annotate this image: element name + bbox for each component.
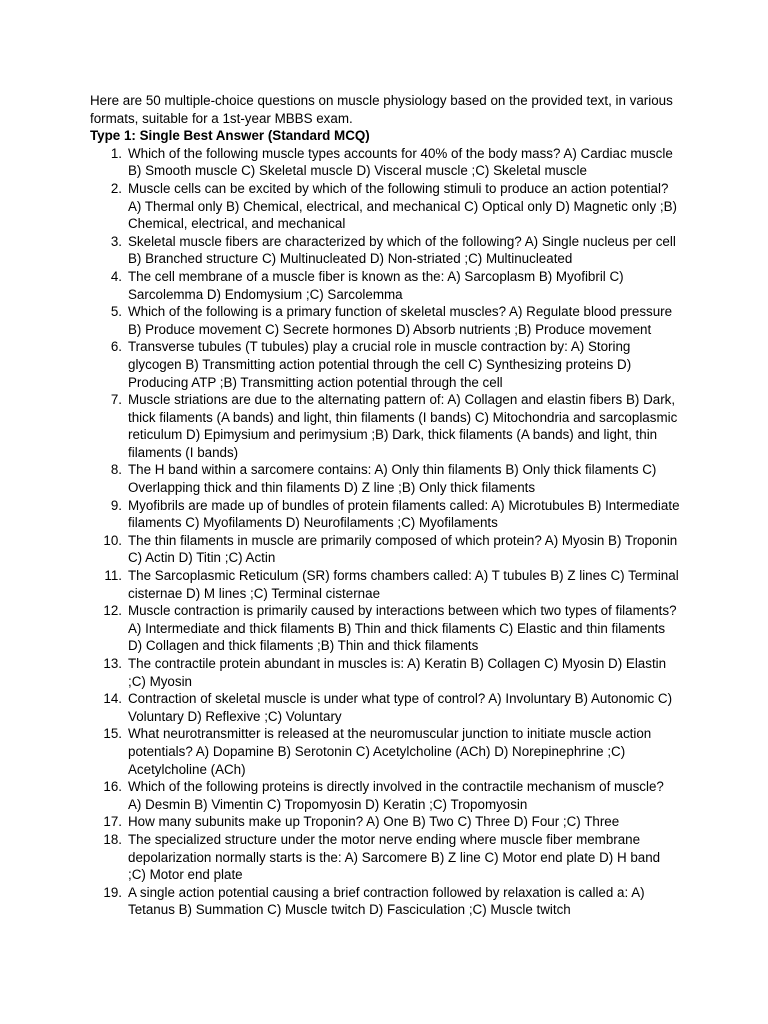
intro-paragraph: Here are 50 multiple-choice questions on muscle physiology based on the provided text, in various formats, suitable for a 1st-year MBBS exam. xyxy=(90,93,673,126)
question-item xyxy=(90,497,680,532)
question-text: The H band within a sarcomere contains: A) Only thin filaments B) Only thick filaments C) Overlapping thick and thin filaments D) Z line ;B) Only thick filaments xyxy=(128,462,657,496)
question-number: 12. xyxy=(103,603,122,619)
question-number: 6. xyxy=(110,339,122,355)
question-number: 3. xyxy=(110,233,122,249)
question-item xyxy=(90,602,680,655)
question-text: The contractile protein abundant in muscles is: A) Keratin B) Collagen C) Myosin D) Elastin ;C) Myosin xyxy=(128,656,667,689)
question-text: Muscle contraction is primarily caused by interactions between which two types of filaments? A) Intermediate and thick filaments B) Thin and thick filaments C) Elastic and thin filaments D) Collagen and thick filaments ;B) Thin and thick filaments xyxy=(128,603,677,654)
document-page xyxy=(90,92,680,919)
question-number: 17. xyxy=(103,814,122,830)
question-item xyxy=(90,303,680,338)
question-item xyxy=(90,884,680,919)
question-text: Which of the following proteins is directly involved in the contractile mechanism of muscle? A) Desmin B) Vimentin C) Tropomyosin D) Keratin ;C) Tropomyosin xyxy=(128,779,664,812)
question-text: What neurotransmitter is released at the neuromuscular junction to initiate muscle action potentials? A) Dopamine B) Serotonin C) Acetylcholine (ACh) D) Norepinephrine ;C) Acetylcholine (ACh) xyxy=(128,726,652,777)
question-number: 10. xyxy=(103,532,122,548)
question-item xyxy=(90,145,680,180)
question-item xyxy=(90,268,680,303)
question-item xyxy=(90,233,680,268)
question-item xyxy=(90,180,680,233)
question-text: Transverse tubules (T tubules) play a crucial role in muscle contraction by: A) Storing glycogen B) Transmitting action potential through the cell C) Synthesizing proteins D) Producing ATP ;B) Transmitting action potential through the cell xyxy=(128,339,632,390)
question-number: 8. xyxy=(110,462,122,478)
question-item xyxy=(90,338,680,391)
question-number: 14. xyxy=(103,691,122,707)
question-number: 18. xyxy=(103,831,122,847)
question-text: The Sarcoplasmic Reticulum (SR) forms chambers called: A) T tubules B) Z lines C) Terminal cisternae D) M lines ;C) Terminal cisternae xyxy=(128,568,679,601)
question-item xyxy=(90,831,680,884)
question-text: Myofibrils are made up of bundles of protein filaments called: A) Microtubules B) Intermediate filaments C) Myofilaments D) Neurofilaments ;C) Myofilaments xyxy=(128,497,680,531)
question-text: Muscle striations are due to the alternating pattern of: A) Collagen and elastin fibers B) Dark, thick filaments (A bands) and light, thin filaments (I bands) C) Mitochondria and sarcoplasmic reticulum D) Epimysium and perimysium ;B) Dark, thick filaments (A bands) and light, thin filaments (I bands) xyxy=(128,392,678,460)
question-number: 7. xyxy=(110,392,122,408)
question-text: The thin filaments in muscle are primarily composed of which protein? A) Myosin B) Troponin C) Actin D) Titin ;C) Actin xyxy=(128,532,678,566)
question-item xyxy=(90,655,680,690)
question-item xyxy=(90,725,680,778)
question-number: 9. xyxy=(110,497,122,513)
question-number: 15. xyxy=(103,726,122,742)
question-list xyxy=(90,145,680,919)
question-text: A single action potential causing a brief contraction followed by relaxation is called a: A) Tetanus B) Summation C) Muscle twitch D) Fasciculation ;C) Muscle twitch xyxy=(128,884,645,918)
question-number: 2. xyxy=(110,180,122,196)
question-text: The cell membrane of a muscle fiber is known as the: A) Sarcoplasm B) Myofibril C) Sarcolemma D) Endomysium ;C) Sarcolemma xyxy=(128,268,624,302)
question-item xyxy=(90,813,680,831)
question-number: 19. xyxy=(103,884,122,900)
question-number: 16. xyxy=(103,779,122,795)
question-number: 1. xyxy=(110,145,122,161)
question-number: 5. xyxy=(110,304,122,320)
question-number: 11. xyxy=(104,568,122,584)
question-text: Which of the following muscle types accounts for 40% of the body mass? A) Cardiac muscle B) Smooth muscle C) Skeletal muscle D) Visceral muscle ;C) Skeletal muscle xyxy=(128,145,673,179)
question-text: Skeletal muscle fibers are characterized by which of the following? A) Single nucleus per cell B) Branched structure C) Multinucleated D) Non-striated ;C) Multinucleated xyxy=(128,233,676,267)
question-text: Contraction of skeletal muscle is under what type of control? A) Involuntary B) Autonomic C) Voluntary D) Reflexive ;C) Voluntary xyxy=(128,691,673,724)
question-item xyxy=(90,391,680,461)
question-item xyxy=(90,461,680,496)
question-item xyxy=(90,778,680,813)
question-text: The specialized structure under the motor nerve ending where muscle fiber membrane depolarization normally starts is the: A) Sarcomere B) Z line C) Motor end plate D) H band ;C) Motor end plate xyxy=(128,831,661,883)
question-item xyxy=(90,690,680,725)
question-text: Muscle cells can be excited by which of the following stimuli to produce an action potential? A) Thermal only B) Chemical, electrical, and mechanical C) Optical only D) Magnetic only ;B) Chemical, electrical, and mechanical xyxy=(128,180,677,232)
section-heading: Type 1: Single Best Answer (Standard MCQ) xyxy=(90,128,370,144)
question-number: 13. xyxy=(103,656,122,671)
question-item xyxy=(90,532,680,567)
question-text: Which of the following is a primary function of skeletal muscles? A) Regulate blood pressure B) Produce movement C) Secrete hormones D) Absorb nutrients ;B) Produce movement xyxy=(128,304,673,337)
question-item xyxy=(90,567,680,602)
question-text: How many subunits make up Troponin? A) One B) Two C) Three D) Four ;C) Three xyxy=(128,814,620,830)
question-number: 4. xyxy=(110,268,122,284)
